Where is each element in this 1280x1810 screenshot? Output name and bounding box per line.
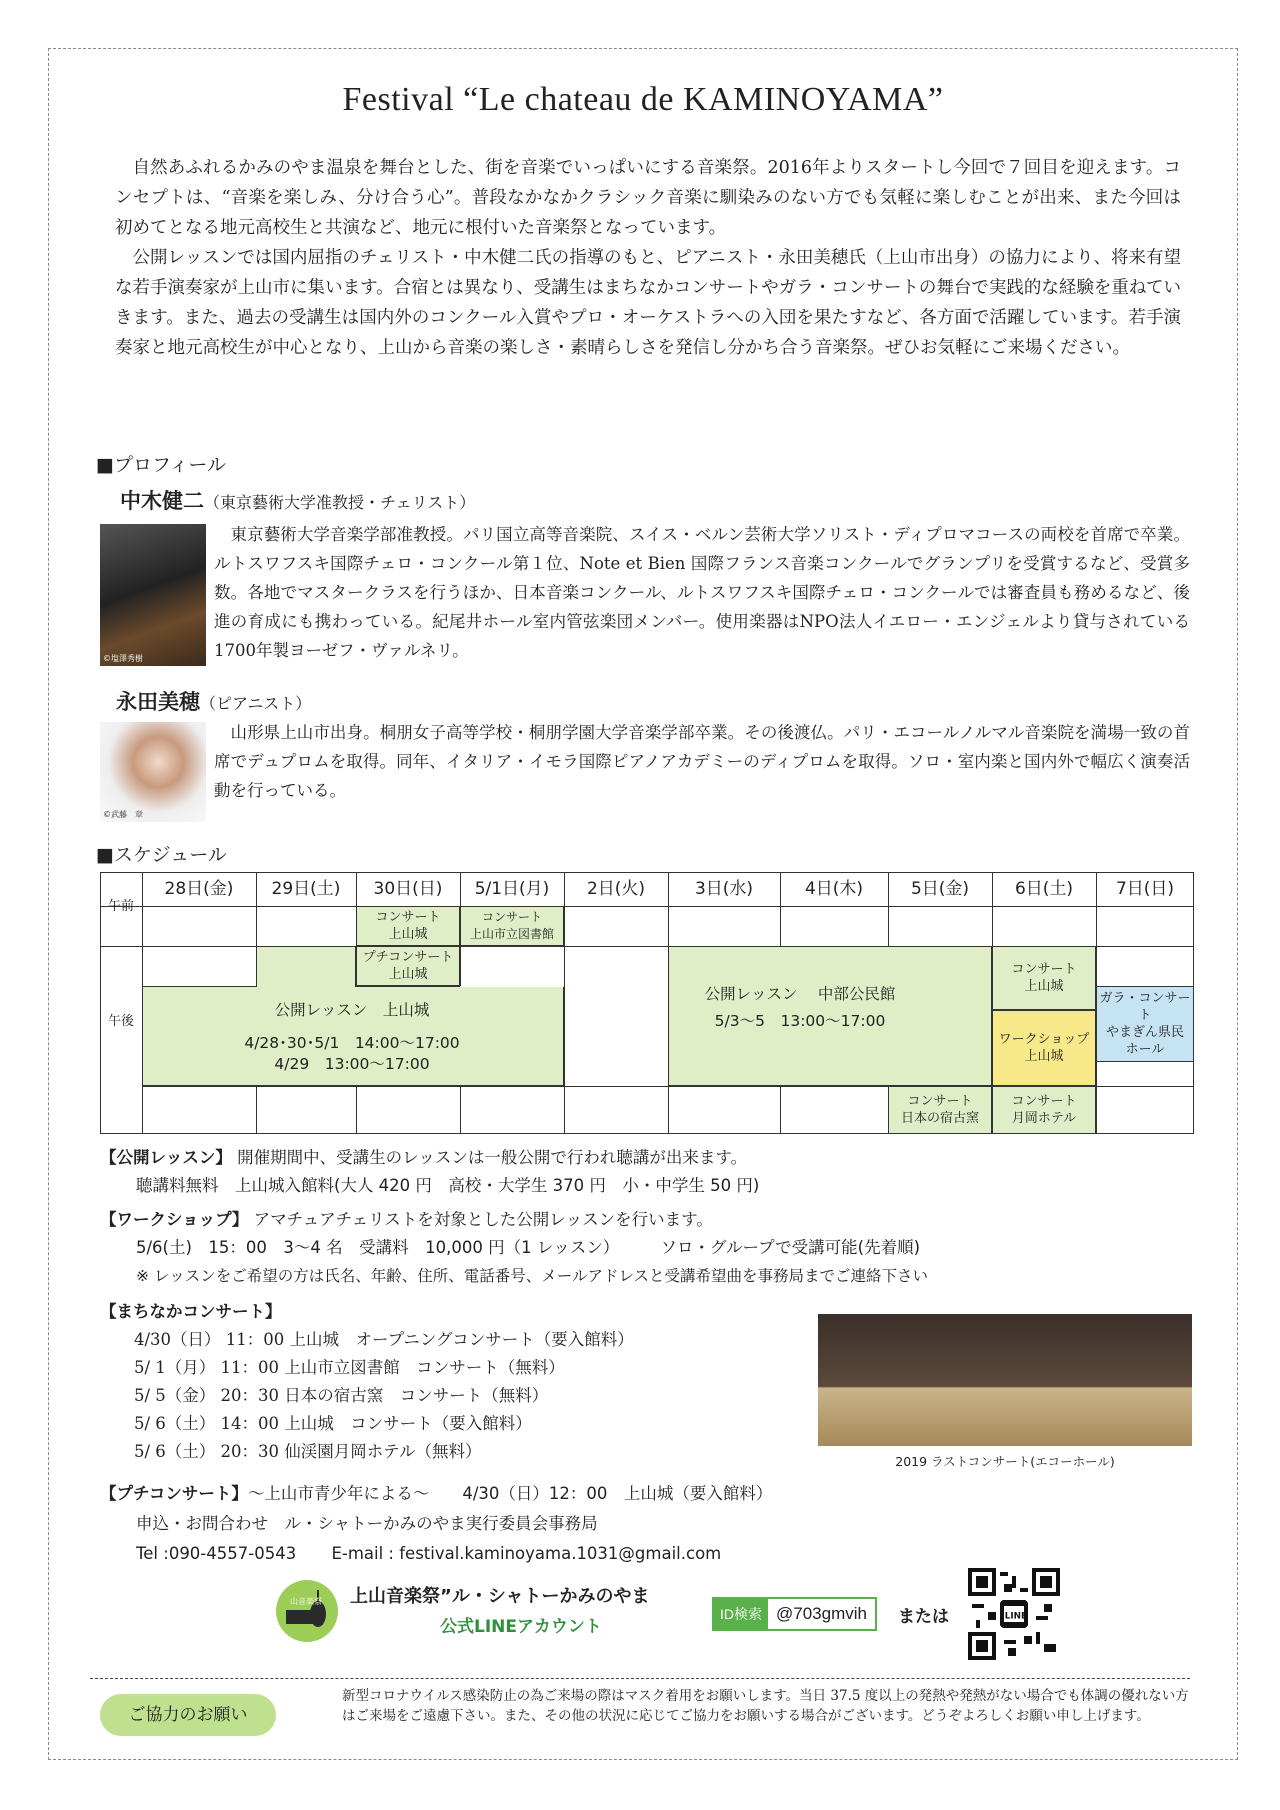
pianist-photo: ©武藤 章 [100, 722, 206, 822]
cooperation-request-badge: ご協力のお願い [100, 1694, 276, 1736]
line-id-box[interactable] [712, 1597, 877, 1631]
schedule-heading: ■スケジュール [96, 844, 227, 866]
intro-paragraph: 公開レッスンでは国内屈指のチェリスト・中木健二氏の指導のもと、ピアニスト・永田美穂氏（上山市出身）の協力により、将来有望な若手演奏家が上山市に集います。合宿とは異なり、受講生はまちなかコンサートやガラ・コンサートの舞台で実践的な経験を重ねていきます。また、過去の受講生は国内外のコンクール入賞やプロ・オーケストラへの入団を果たすなど、各方面で活躍しています。若手演奏家と地元高校生が中心となり、上山から音楽の楽しさ・素晴らしさを発信し分かち合う音楽祭。ぜひお気軽にご来場ください。 [115, 248, 1181, 358]
covid-notice: 新型コロナウイルス感染防止の為ご来場の際はマスク着用をお願いします。当日 37.5 度以上の発熱や発熱がない場合でも体調の優れない方はご来場をご遠慮下さい。また、その他の状況に応じてご協力をお願いする場合がございます。どうぞよろしくお願い申し上げます。 [342, 1688, 1189, 1724]
concert-photo [818, 1314, 1192, 1446]
day-header: 2日(火) [586, 879, 646, 899]
contact-email[interactable]: E-mail : festival.kaminoyama.1031@gmail.com [331, 1544, 722, 1563]
music-festival-logo-icon [276, 1580, 338, 1642]
concert-castle-6: コンサート 上山城 [992, 946, 1096, 1010]
lesson-info: 【公開レッスン】 開催期間中、受講生のレッスンは一般公開で行われ聴講が出来ます。 [100, 1148, 748, 1167]
workshop-detail: 5/6(土) 15：00 3～4 名 受講料 10,000 円（1 レッスン） ソロ・グループで受講可能(先着順) [136, 1238, 921, 1257]
workshop-block: ワークショップ 上山城 [992, 1010, 1096, 1086]
profile-name-2: 永田美穂（ピアニスト） [116, 689, 312, 714]
day-header: 28日(金) [164, 879, 234, 899]
workshop-info: 【ワークショップ】 アマチュアチェリストを対象とした公開レッスンを行います。 [100, 1210, 713, 1229]
town-concert-heading: 【まちなかコンサート】 [100, 1302, 282, 1321]
concert-koyo-block: コンサート 日本の宿古窯 [888, 1086, 992, 1134]
day-header: 5日(金) [910, 879, 970, 899]
day-header: 30日(日) [373, 879, 443, 899]
line-id: @703gmvih [776, 1604, 867, 1623]
divider [90, 1678, 1190, 1679]
profile-name-1: 中木健二（東京藝術大学准教授・チェリスト） [120, 488, 476, 513]
workshop-note: ※ レッスンをご希望の方は氏名、年齢、住所、電話番号、メールアドレスと受講希望曲を事務局までご連絡下さい [136, 1267, 928, 1285]
schedule-table [100, 872, 1194, 1134]
intro-text [115, 153, 1181, 363]
day-header: 7日(日) [1115, 879, 1175, 899]
list-item: 5/ 6（土） 20：30 仙渓園月岡ホテル（無料） [134, 1442, 482, 1461]
day-header: 6日(土) [1014, 879, 1074, 899]
concert-photo-caption: 2019 ラストコンサート(エコーホール) [895, 1454, 1115, 1469]
profile-heading: ■プロフィール [96, 454, 227, 476]
profile-bio-2: 山形県上山市出身。桐朋女子高等学校・桐朋学園大学音楽学部卒業。その後渡仏。パリ・エコールノルマル音楽院を満場一致の首席でデュプロムを取得。同年、イタリア・イモラ国際ピアノアカデミーのディプロムを取得。ソロ・室内楽と国内外で幅広く演奏活動を行っている。 [214, 723, 1190, 800]
contact-label: 申込・お問合わせ ル・シャトーかみのやま実行委員会事務局 [136, 1514, 598, 1533]
id-search-label: ID検索 [714, 1599, 768, 1629]
lesson-fee: 聴講料無料 上山城入館料(大人 420 円 高校・大学生 370 円 小・中学生 50 円) [136, 1176, 760, 1195]
town-concert-list [134, 1326, 634, 1466]
concert-tsukioka-block: コンサート 月岡ホテル [992, 1086, 1096, 1134]
day-header: 3日(水) [694, 879, 754, 899]
intro-paragraph: 自然あふれるかみのやま温泉を舞台とした、街を音楽でいっぱいにする音楽祭。2016年よりスタートし今回で７回目を迎えます。コンセプトは、“音楽を楽しみ、分け合う心”。普段なかなかクラシック音楽に馴染みのない方でも気軽に楽しむことが出来、また今回は初めてとなる地元高校生と共演など、地元に根付いた音楽祭となっています。 [115, 158, 1181, 238]
page-title: Festival “Le chateau de KAMINOYAMA” [342, 81, 944, 118]
am-concert-library: コンサート 上山市立図書館 [460, 906, 564, 946]
profile-bio-1: 東京藝術大学音楽学部准教授。パリ国立高等音楽院、スイス・ベルン芸術大学ソリスト・ディプロマコースの両校を首席で卒業。ルトスワフスキ国際チェロ・コンクール第１位、Note et Bien 国際フランス音楽コンクールでグランプリを受賞するなど、受賞多数。各地でマスタークラスを行うほか、日本音楽コンクール、ルトスワフスキ国際チェロ・コンクールでは審査員も務めるなど、後進の育成にも携わっている。紀尾井ホール室内管弦楽団メンバー。使用楽器はNPO法人イエロー・エンジェルより貸与されている1700年製ヨーゼフ・ヴァルネリ。 [214, 525, 1190, 660]
day-header: 29日(土) [271, 879, 341, 899]
list-item: 5/ 1（月） 11：00 上山市立図書館 コンサート（無料） [134, 1358, 565, 1377]
cellist-photo: ©塩澤秀樹 [100, 524, 206, 666]
line-account-subtitle: 公式LINEアカウント [440, 1617, 602, 1637]
lesson1-text: 公開レッスン 上山城 4/28･30･5/1 14:00～17:00 4/29 13:00～17:00 [244, 1001, 460, 1073]
am-label: 午前 [107, 899, 134, 914]
petit-concert-block: プチコンサート 上山城 [356, 946, 460, 986]
svg-text:山音楽祭: 山音楽祭 [290, 1597, 322, 1606]
contact-line [136, 1540, 721, 1568]
gala-concert-block: ガラ・コンサート やまぎん県民 ホール [1096, 986, 1194, 1062]
list-item: 5/ 6（土） 14：00 上山城 コンサート（要入館料） [134, 1414, 532, 1433]
day-header: 5/1日(月) [474, 879, 550, 899]
or-label: または [898, 1607, 949, 1627]
list-item: 5/ 5（金） 20：30 日本の宿古窯 コンサート（無料） [134, 1386, 549, 1405]
petit-concert-info: 【プチコンサート】～上山市青少年による～ 4/30（日）12：00 上山城（要入館料） [100, 1484, 773, 1503]
day-header: 4日(木) [804, 879, 864, 899]
pm-label: 午後 [107, 1014, 134, 1029]
svg-text:LINE: LINE [1004, 1611, 1028, 1622]
lesson2-text: 公開レッスン 中部公民館 5/3～5 13:00～17:00 [704, 985, 896, 1030]
qr-code-icon[interactable] [968, 1568, 1060, 1660]
line-account-title: 上山音楽祭”ル・シャトーかみのやま [350, 1586, 650, 1607]
am-concert-castle: コンサート 上山城 [356, 906, 460, 946]
list-item: 4/30（日） 11：00 上山城 オープニングコンサート（要入館料） [134, 1330, 634, 1349]
contact-tel: Tel :090-4557-0543 [136, 1544, 297, 1563]
